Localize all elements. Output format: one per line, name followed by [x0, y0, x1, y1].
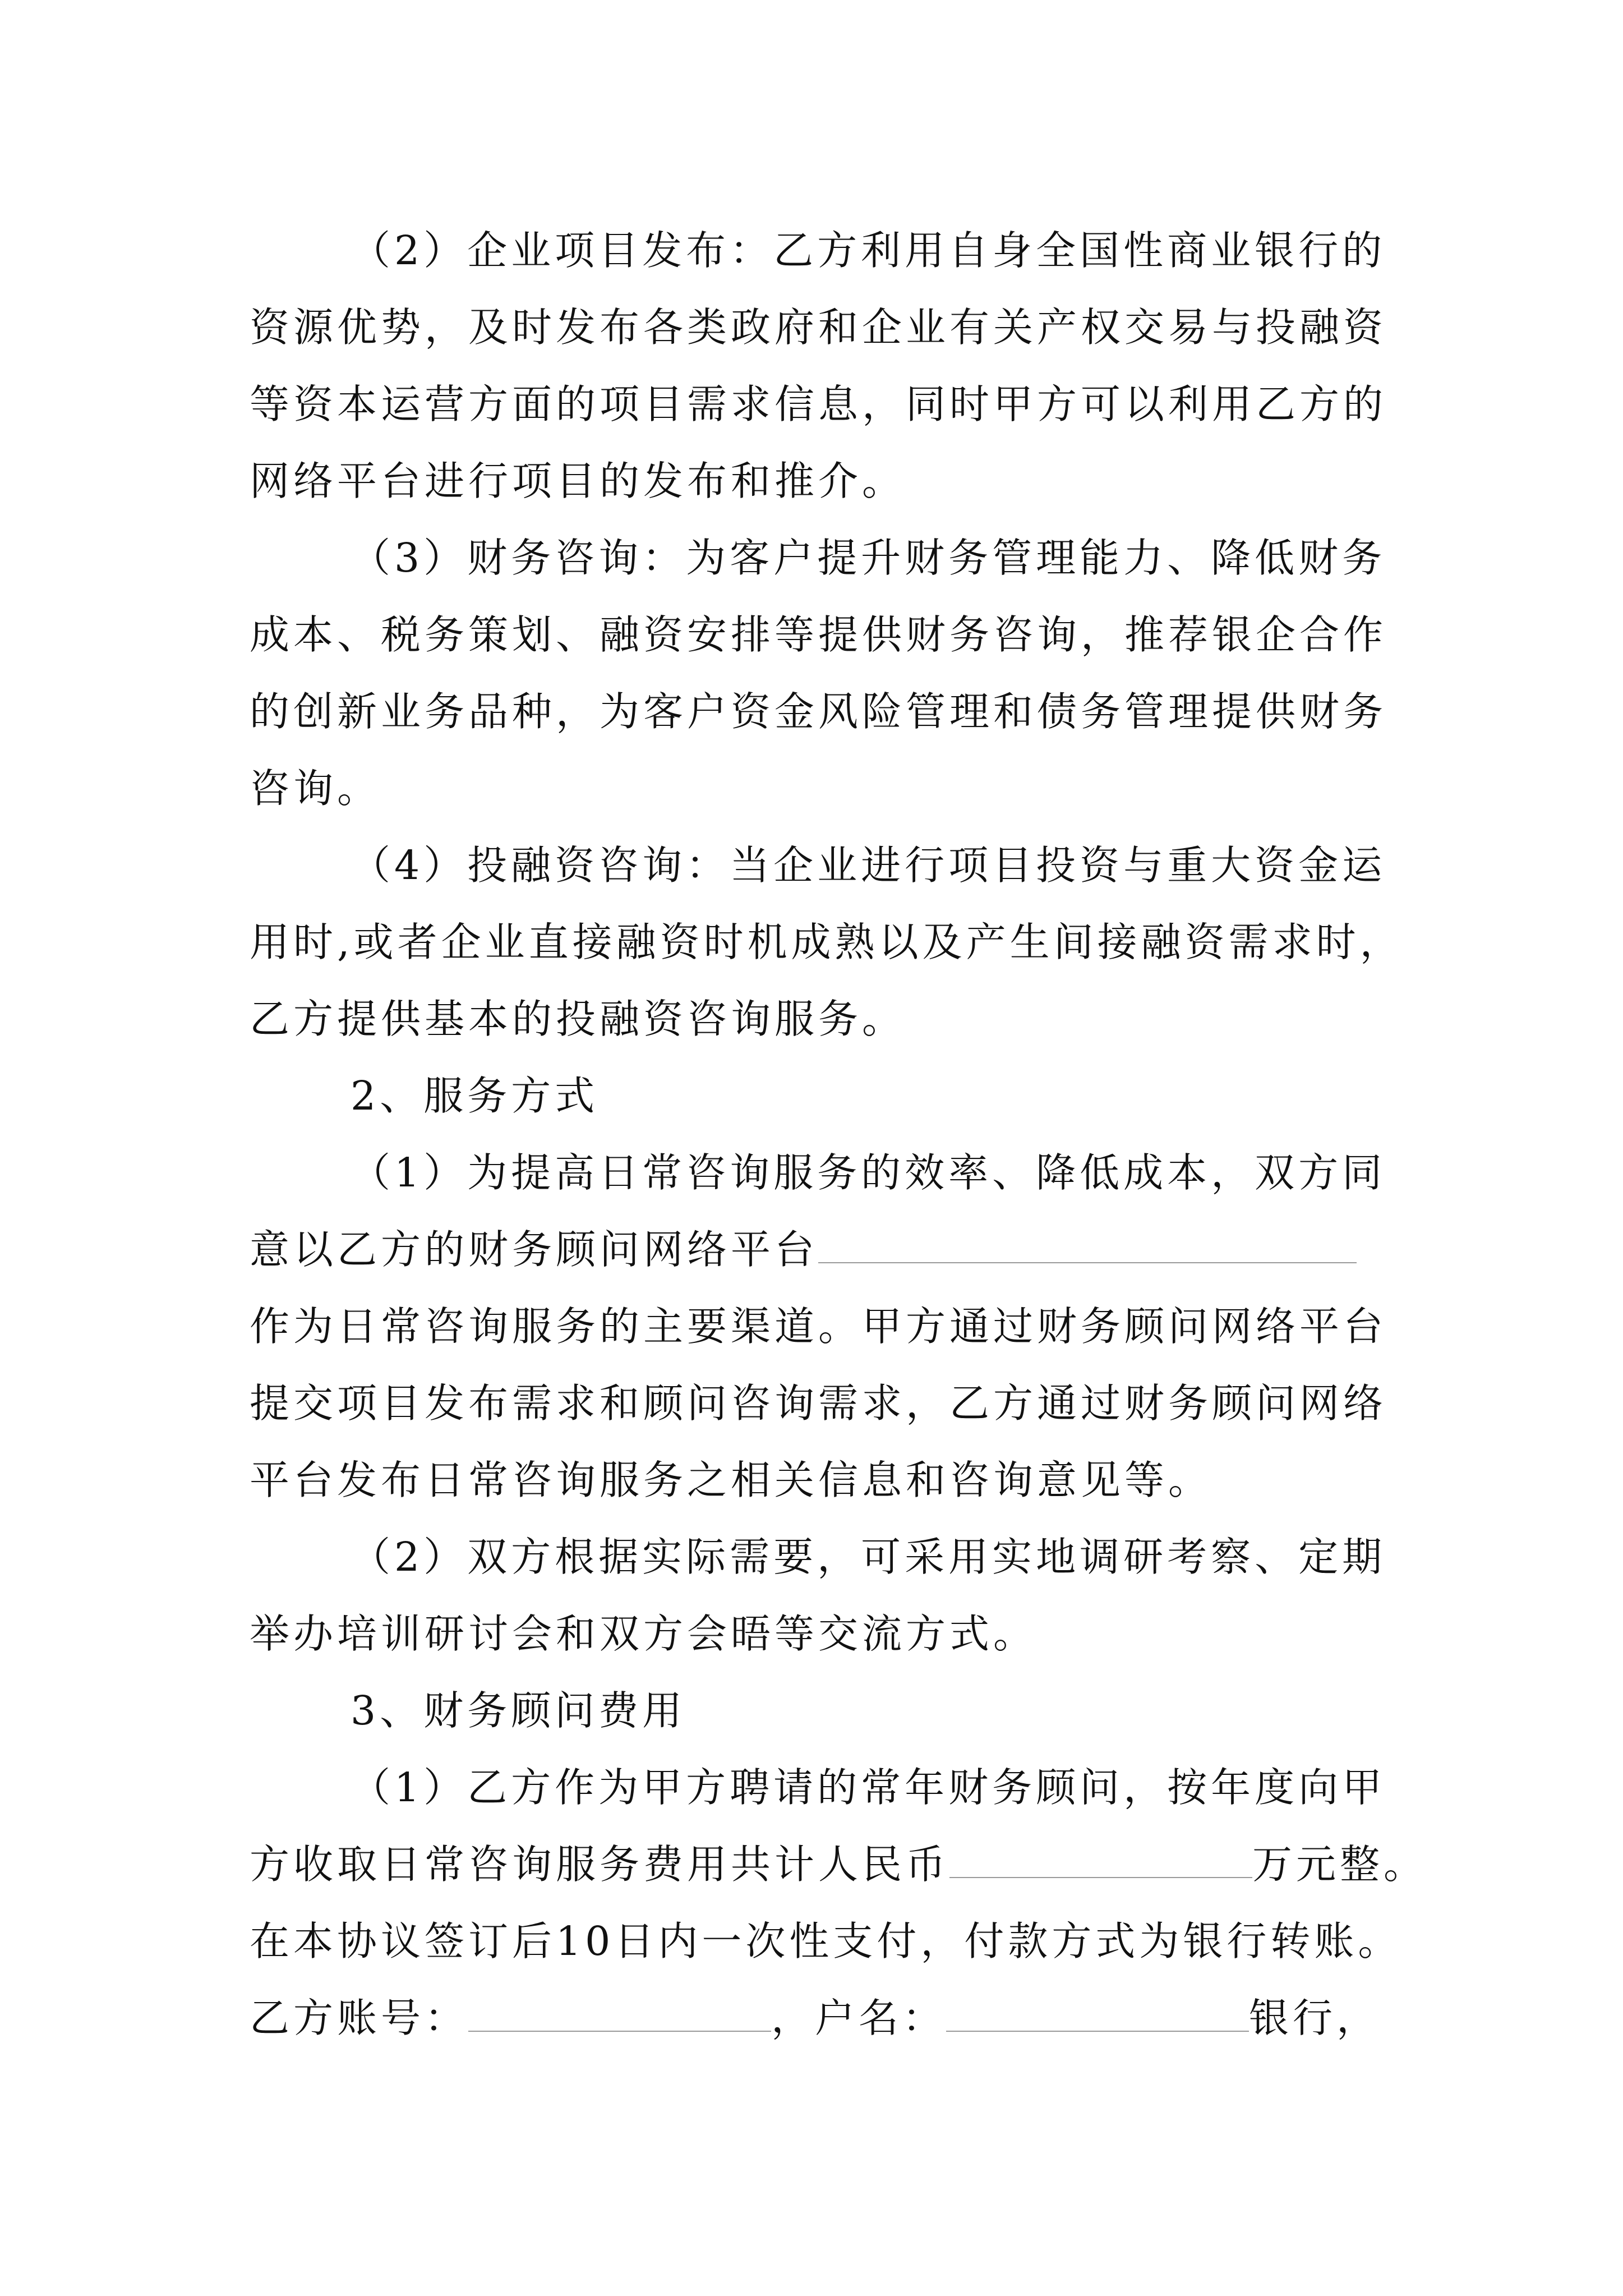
fill-in-blank[interactable]: [818, 1228, 1357, 1263]
account-name-blank[interactable]: [946, 1997, 1249, 2032]
fee-amount-blank[interactable]: [949, 1843, 1252, 1878]
paragraph-line: （3）财务咨询：为客户提升财务管理能力、降低财务: [351, 535, 1386, 581]
paragraph-line: 作为日常咨询服务的主要渠道。甲方通过财务顾问网络平台: [250, 1303, 1387, 1350]
paragraph-text: 银行，: [1249, 1995, 1381, 2041]
paragraph-line: （4）投融资咨询：当企业进行项目投资与重大资金运: [351, 842, 1386, 889]
paragraph-text: 万元整。: [1252, 1841, 1428, 1888]
document-body: [250, 212, 1428, 2056]
paragraph-text: 方收取日常咨询服务费用共计人民币: [250, 1841, 950, 1888]
paragraph-line: 用时,或者企业直接融资时机成熟以及产生间接融资需求时，: [250, 919, 1404, 965]
paragraph-line: （1）乙方作为甲方聘请的常年财务顾问，按年度向甲: [351, 1764, 1386, 1811]
paragraph-text: 乙方账号：: [250, 1995, 469, 2041]
paragraph-line: 网络平台进行项目的发布和推介。: [250, 458, 906, 504]
paragraph-line: （1）为提高日常咨询服务的效率、降低成本，双方同: [351, 1149, 1386, 1196]
paragraph-text: 意以乙方的财务顾问网络平台: [250, 1226, 819, 1273]
paragraph-line: （2）双方根据实际需要，可采用实地调研考察、定期: [351, 1534, 1386, 1580]
paragraph-line: 成本、税务策划、融资安排等提供财务咨询，推荐银企合作: [250, 611, 1387, 658]
paragraph-line: 等资本运营方面的项目需求信息，同时甲方可以利用乙方的: [250, 381, 1387, 427]
paragraph-line: 举办培训研讨会和双方会晤等交流方式。: [250, 1611, 1038, 1657]
paragraph-line: 资源优势，及时发布各类政府和企业有关产权交易与投融资: [250, 304, 1387, 351]
paragraph-line-with-blank: [250, 1826, 1428, 1903]
paragraph-line: 提交项目发布需求和顾问咨询需求，乙方通过财务顾问网络: [250, 1380, 1387, 1427]
section-heading: 3、财务顾问费用: [351, 1687, 686, 1734]
paragraph-line: 平台发布日常咨询服务之相关信息和咨询意见等。: [250, 1457, 1212, 1503]
section-heading: 2、服务方式: [351, 1073, 599, 1119]
paragraph-line: 咨询。: [250, 765, 381, 812]
account-number-blank[interactable]: [468, 1997, 771, 2032]
paragraph-text: ，户名：: [771, 1995, 947, 2041]
paragraph-line: （2）企业项目发布：乙方利用自身全国性商业银行的: [351, 227, 1386, 274]
paragraph-line: 乙方提供基本的投融资咨询服务。: [250, 996, 906, 1042]
paragraph-line-with-blank: [250, 1211, 1388, 1288]
paragraph-line-with-blank: [250, 1980, 1388, 2056]
paragraph-line: 的创新业务品种，为客户资金风险管理和债务管理提供财务: [250, 688, 1387, 735]
paragraph-line: 在本协议签订后10日内一次性支付，付款方式为银行转账。: [250, 1918, 1402, 1964]
